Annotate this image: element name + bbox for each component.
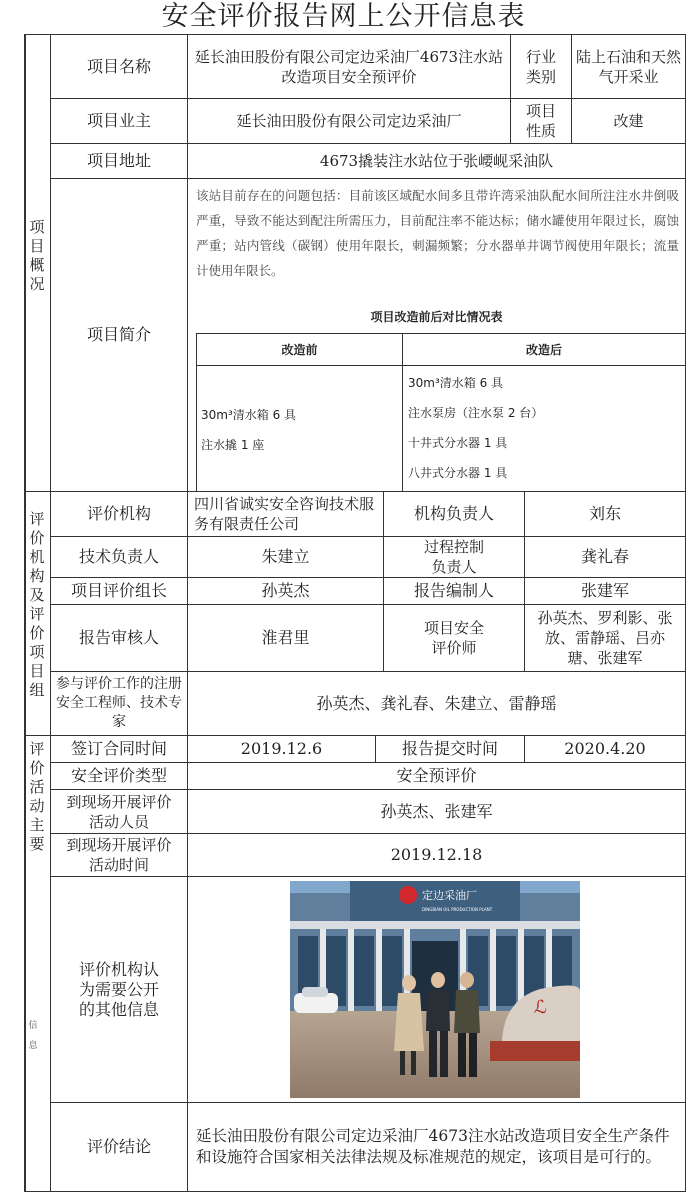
staff-label: 到现场开展评价活动人员 [66, 792, 172, 831]
assessor-value: 孙英杰、罗利影、张放、雷静瑶、吕亦瑭、张建军 [537, 609, 673, 667]
comparison-title: 项目改造前后对比情况表 [370, 310, 503, 324]
writer-label: 报告编制人 [413, 581, 494, 600]
submit-value: 2020.4.20 [564, 739, 646, 758]
site-photo [290, 881, 580, 1098]
list-item: 十井式分水器 1 具 [408, 436, 508, 450]
assessor-label: 项目安全评价师 [423, 619, 484, 657]
type-label: 安全评价类型 [70, 766, 167, 785]
list-item: 注水撬 1 座 [201, 438, 265, 452]
section-label-activity: 评价活动主要 [29, 740, 45, 853]
nature-label: 项目性质 [525, 102, 556, 140]
other-info-label: 评价机构认为需要公开的其他信息 [78, 959, 159, 1019]
leader-value: 孙英杰 [261, 581, 310, 600]
head-label: 机构负责人 [413, 504, 494, 523]
after-list [408, 368, 683, 490]
writer-value: 张建军 [580, 581, 629, 600]
time-value: 2019.12.18 [390, 845, 483, 864]
section-label-org-group: 评价机构及评价项目组 [29, 510, 45, 699]
process-value: 龚礼春 [580, 547, 629, 566]
before-header: 改造前 [281, 343, 318, 357]
type-value: 安全预评价 [396, 766, 477, 785]
time-label: 到现场开展评价活动时间 [66, 836, 172, 874]
head-value: 刘东 [588, 504, 621, 523]
process-label: 过程控制负责人 [423, 538, 484, 576]
section-label-overview: 项目概况 [29, 218, 45, 293]
tech-value: 朱建立 [261, 547, 310, 566]
industry-value: 陆上石油和天然气开采业 [575, 47, 681, 86]
engineers-value: 孙英杰、龚礼春、朱建立、雷静瑶 [316, 693, 557, 713]
address-label: 项目地址 [86, 151, 151, 170]
contract-value: 2019.12.6 [240, 739, 323, 758]
photo-sign-sub: DINGBIAN OIL PRODUCTION PLANT [422, 907, 493, 912]
reviewer-label: 报告审核人 [78, 628, 159, 647]
intro-text: 该站目前存在的问题包括：目前该区域配水间多且带许湾采油队配水间所注注水井倒吸严重，导致不能达到配注所需压力，目前配注率不能达标；储水罐使用年限过长，腐蚀严重；站内管线（碳钢）使用年限长，刺漏频繁；分水器单井调节阀使用年限长；流量计使用年限长。 [196, 188, 679, 278]
agency-label: 评价机构 [86, 504, 151, 523]
conclusion-label: 评价结论 [86, 1137, 151, 1156]
tech-label: 技术负责人 [78, 547, 159, 566]
info-table [24, 34, 686, 1192]
intro-label: 项目简介 [86, 325, 151, 344]
site-photo-image [290, 881, 580, 1098]
submit-label: 报告提交时间 [401, 739, 498, 758]
list-item: 30m³清水箱 6 具 [201, 408, 297, 422]
reviewer-value: 淮君里 [261, 628, 310, 647]
industry-label: 行业类别 [525, 47, 556, 86]
page-title: 安全评价报告网上公开信息表 [161, 1, 526, 32]
project-name-value: 延长油田股份有限公司定边采油厂4673注水站改造项目安全预评价 [194, 47, 504, 86]
owner-value: 延长油田股份有限公司定边采油厂 [236, 112, 462, 130]
list-item: 注水泵房（注水泵 2 台） [408, 406, 544, 420]
nature-value: 改建 [613, 112, 644, 130]
after-header: 改造后 [525, 343, 562, 357]
leader-label: 项目评价组长 [70, 581, 167, 600]
engineers-label: 参与评价工作的注册安全工程师、技术专家 [56, 676, 182, 730]
list-item: 30m³清水箱 6 具 [408, 376, 504, 390]
svg-text:ℒ: ℒ [534, 997, 547, 1018]
project-name-label: 项目名称 [86, 56, 151, 76]
owner-label: 项目业主 [86, 111, 151, 130]
conclusion-value: 延长油田股份有限公司定边采油厂4673注水站改造项目安全生产条件和设施符合国家相关法律法规及标准规范的规定，该项目是可行的。 [196, 1127, 670, 1166]
before-list [201, 400, 401, 460]
contract-label: 签订合同时间 [70, 739, 167, 758]
staff-value: 孙英杰、张建军 [380, 801, 493, 821]
address-value: 4673撬装注水站位于张崾岘采油队 [319, 152, 554, 170]
section-label-info: 信息 [28, 1021, 38, 1051]
list-item: 八井式分水器 1 具 [408, 466, 508, 480]
photo-sign: 定边采油厂 [422, 889, 477, 902]
agency-value: 四川省诚实安全咨询技术服务有限责任公司 [194, 495, 375, 533]
